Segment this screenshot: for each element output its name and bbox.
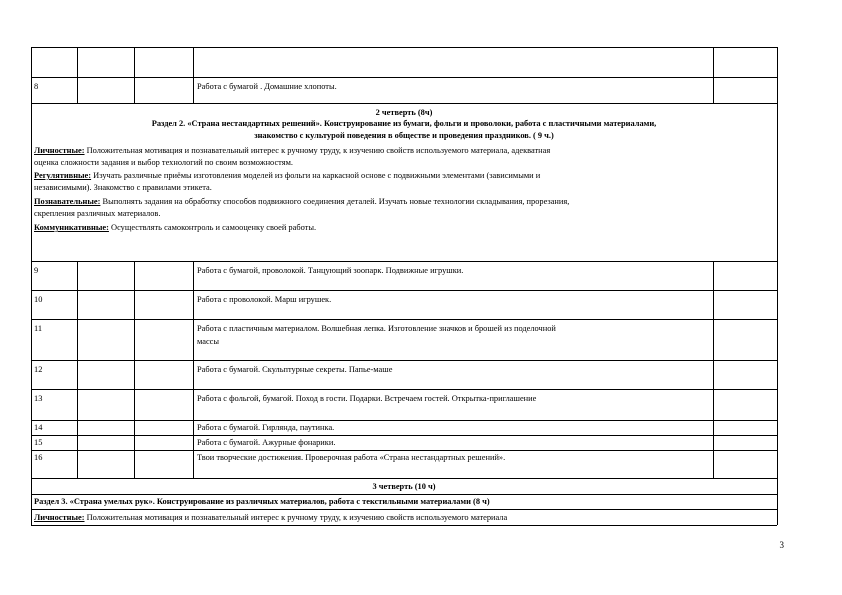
lesson-topic: Работа с бумагой . Домашние хлопоты. xyxy=(197,82,337,91)
lesson-topic: Твои творческие достижения. Проверочная работа «Страна нестандартных решений». xyxy=(197,453,506,462)
col-divider xyxy=(77,261,78,478)
row-divider xyxy=(31,420,777,421)
lesson-topic-cont: массы xyxy=(197,337,220,346)
regulative-text: Изучать различные приёмы изготовления моделей из фольги на каркасной основе с подвижными элементами (зависимыми и xyxy=(91,171,541,180)
section-title: Раздел 3. «Страна умелых рук». Конструирование из различных материалов, работа с текстильными материалами (8 ч) xyxy=(34,497,490,506)
personal-label: Личностные: xyxy=(34,513,85,522)
row-number: 9 xyxy=(34,266,39,275)
personal-text: Положительная мотивация и познавательный интерес к ручному труду, к изучению свойств используемого материала, адекватная xyxy=(84,146,551,155)
col-divider xyxy=(193,261,194,478)
lesson-topic: Работа с пластичным материалом. Волшебная лепка. Изготовление значков и брошей из поделочной xyxy=(197,324,556,333)
row-divider xyxy=(31,77,777,78)
section-title: Раздел 2. «Страна нестандартных решений». Конструирование из бумаги, фольги и проволоки, работа с пластичными материалами, xyxy=(151,119,657,128)
col-divider xyxy=(713,47,714,103)
table-border-bottom xyxy=(31,525,777,526)
communicative-results xyxy=(34,222,316,233)
col-divider xyxy=(713,261,714,478)
row-number: 14 xyxy=(34,423,43,432)
row-number: 15 xyxy=(34,438,43,447)
row-number: 11 xyxy=(34,324,43,333)
row-divider xyxy=(31,290,777,291)
regulative-results xyxy=(34,170,540,181)
col-divider xyxy=(134,261,135,478)
table-border-right xyxy=(777,47,778,525)
row-divider xyxy=(31,319,777,320)
row-number: 12 xyxy=(34,365,43,374)
regulative-results-cont: независимыми). Знакомство с правилами этикета. xyxy=(34,183,212,192)
row-number: 8 xyxy=(34,82,39,91)
row-divider xyxy=(31,103,777,104)
personal-text: Положительная мотивация и познавательный интерес к ручному труду, к изучению свойств используемого материала xyxy=(84,513,508,522)
lesson-topic: Работа с бумагой, проволокой. Танцующий зоопарк. Подвижные игрушки. xyxy=(197,266,464,275)
quarter-heading: 2 четверть (8ч) xyxy=(375,108,433,117)
personal-results-cont: оценка сложности задания и выбор технологий по своим возможностям. xyxy=(34,158,293,167)
communicative-text: Осуществлять самоконтроль и самооценку своей работы. xyxy=(108,223,317,232)
row-divider xyxy=(31,450,777,451)
row-divider xyxy=(31,389,777,390)
row-divider xyxy=(31,261,777,262)
row-number: 13 xyxy=(34,394,43,403)
row-number: 10 xyxy=(34,295,43,304)
row-divider xyxy=(31,478,777,479)
lesson-topic: Работа с бумагой. Гирлянда, паутинка. xyxy=(197,423,335,432)
row-number: 16 xyxy=(34,453,43,462)
cognitive-results xyxy=(34,196,569,207)
cognitive-label: Познавательные: xyxy=(34,197,101,206)
personal-label: Личностные: xyxy=(34,146,85,155)
communicative-label: Коммуникативные: xyxy=(34,223,109,232)
personal-results xyxy=(34,145,550,156)
row-divider xyxy=(31,435,777,436)
row-divider xyxy=(31,360,777,361)
table-border-top xyxy=(31,47,777,48)
col-divider xyxy=(77,47,78,103)
quarter-heading: 3 четверть (10 ч) xyxy=(372,482,436,491)
col-divider xyxy=(134,47,135,103)
regulative-label: Регулятивные: xyxy=(34,171,92,180)
col-divider xyxy=(193,47,194,103)
page-number: 3 xyxy=(779,540,784,550)
cognitive-results-cont: скрепления различных материалов. xyxy=(34,209,161,218)
row-divider xyxy=(31,494,777,495)
lesson-topic: Работа с проволокой. Марш игрушек. xyxy=(197,295,332,304)
lesson-topic: Работа с бумагой. Ажурные фонарики. xyxy=(197,438,336,447)
row-divider xyxy=(31,509,777,510)
lesson-topic: Работа с бумагой. Скульптурные секреты. Папье-маше xyxy=(197,365,393,374)
lesson-topic: Работа с фольгой, бумагой. Поход в гости. Подарки. Встречаем гостей. Открытка-приглашение xyxy=(197,394,537,403)
personal-results xyxy=(34,512,507,523)
cognitive-text: Выполнять задания на обработку способов подвижного соединения деталей. Изучать новые технологии складывания, прорезания, xyxy=(100,197,570,206)
section-title-cont: знакомство с культурой поведения в обществе и проведения праздников. ( 9 ч.) xyxy=(254,131,554,140)
